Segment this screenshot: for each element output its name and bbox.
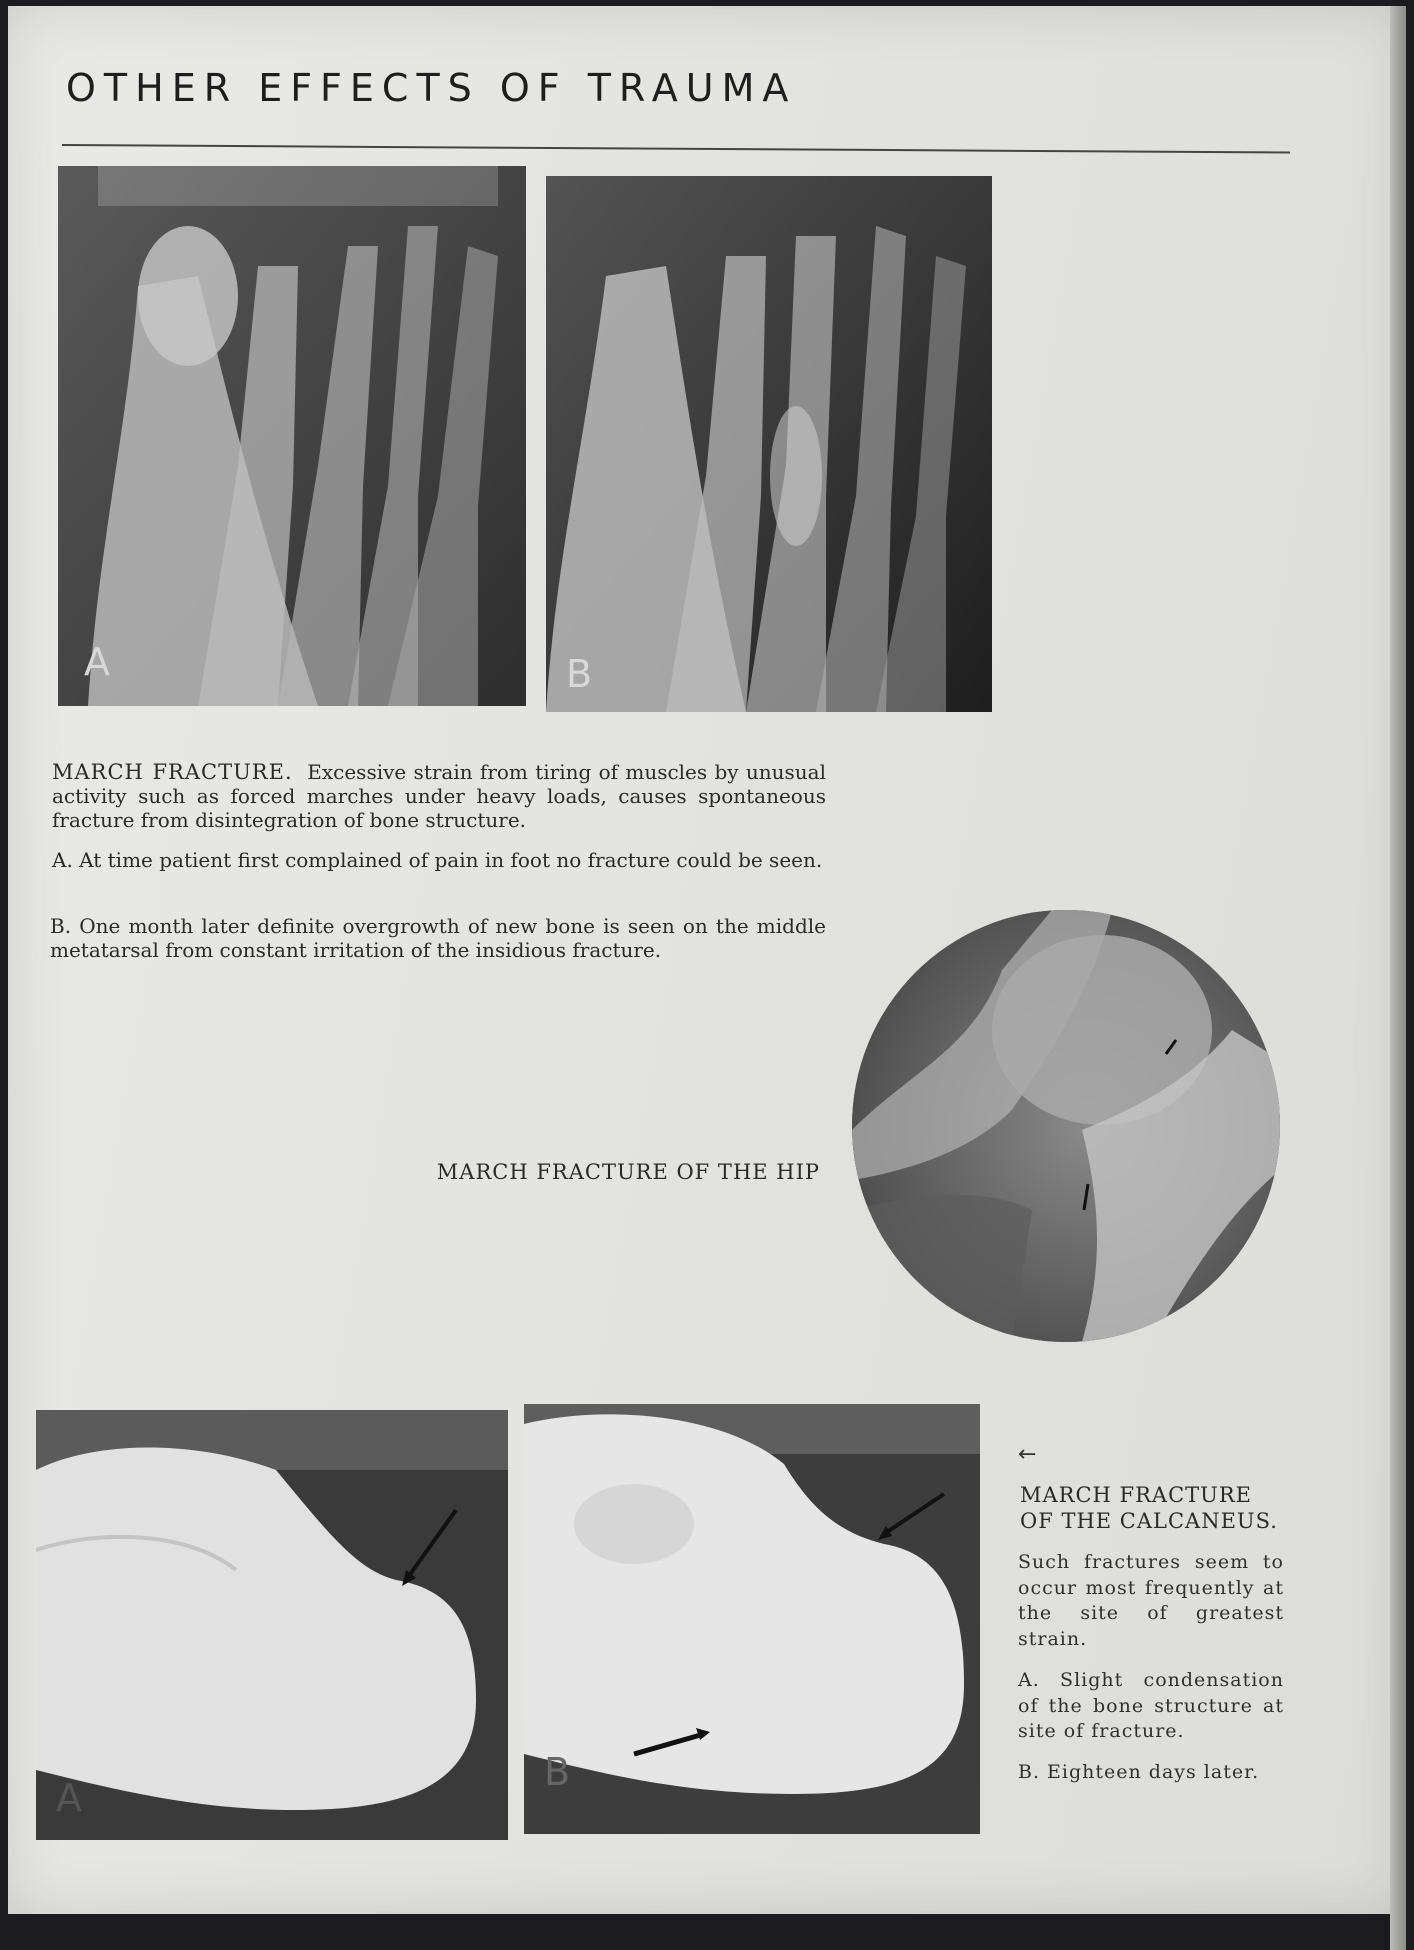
calcaneus-note-b: B. Eighteen days later.: [1018, 1761, 1260, 1783]
march-fracture-caption: [52, 760, 826, 832]
march-fracture-text: Excessive strain from tiring of muscles by unusual activity such as forced marches under heavy loads, causes spontaneous fracture from disintegration of bone structure.: [52, 760, 826, 832]
calcaneus-xray-a: [36, 1410, 508, 1840]
foot-note-b: B. One month later definite overgrowth of new bone is seen on the middle metatarsal from constant irritation of the insidious fracture.: [50, 914, 826, 962]
hip-xray: [852, 910, 1280, 1342]
calcaneus-note-a: A. Slight condensation of the bone structure at site of fracture.: [1018, 1669, 1284, 1742]
page-heading: OTHER EFFECTS OF TRAUMA: [66, 66, 797, 110]
foot-note-a: A. At time patient first complained of pain in foot no fracture could be seen.: [52, 848, 823, 872]
hip-caption: MARCH FRACTURE OF THE HIP: [436, 1160, 820, 1184]
calcaneus-xray-b-label: B: [544, 1750, 571, 1794]
foot-xray-b-label: B: [566, 652, 593, 696]
foot-xray-a: [58, 166, 526, 706]
calcaneus-text: Such fractures seem to occur most frequently at the site of greatest strain.: [1018, 1551, 1284, 1650]
calcaneus-xray-a-label: A: [56, 1776, 82, 1820]
left-arrow-icon: ←: [1018, 1442, 1037, 1467]
calcaneus-title: MARCH FRACTURE OF THE CALCANEUS.: [1020, 1483, 1278, 1533]
foot-xray-a-label: A: [84, 640, 110, 684]
foot-xray-b: [546, 176, 992, 712]
calcaneus-xray-b: [524, 1404, 980, 1834]
march-fracture-title: MARCH FRACTURE.: [52, 760, 293, 784]
page-edge: [1390, 6, 1406, 1950]
